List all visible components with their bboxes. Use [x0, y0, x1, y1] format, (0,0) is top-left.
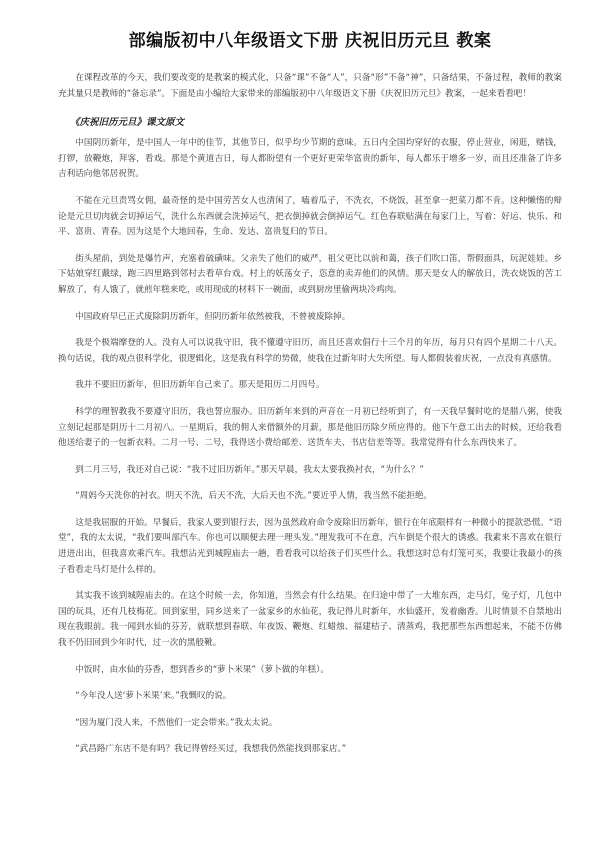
article-paragraph: 不能在元旦责骂女佣，最奇怪的是中国劳苦女人也清闲了，嗑着瓜子，不洗衣，不烧饭，甚至拿一把菜刀都不肯。这种懒惰的辩论是元旦切肉就会切掉运气，洗什么东西就会洗掉运气，把衣倒掉就会倒掉运气。红色春联贴满在每家门上，写着：好运、快乐、和平、富贵、青春。因为这是个大地回春，生命、发达、富贵复归的节日。 — [58, 195, 562, 238]
article-paragraph: 我并不要旧历新年，但旧历新年自己来了。那天是阳历二月四号。 — [75, 380, 325, 391]
article-paragraph: 其实我不该到城隍庙去的。在这个时候一去，你知道，当然会有什么结果。在归途中带了一大堆东西，走马灯，兔子灯，几包中国的玩具，还有几枝梅花。回到家里，同乡送来了一盆家乡的水仙花，我记得儿时新年，水仙盛开，发着幽香。儿时情景不自禁地出现在我眼前。我一闻到水仙的芬芳，就联想到春联、年夜饭、鞭炮、红蜡烛、福建桔子、清蒸鸡，我把那些东西想起来，不能不仿佛我不仍旧回到少年时代，过一次的黑般靴。 — [58, 591, 562, 649]
article-paragraph: 中饭时，由水仙的芬香，想到香乡的“萝卜米果”（萝卜做的年糕）。 — [75, 664, 330, 675]
article-paragraph: 这是我屈服的开始。早餐后，我家人要到银行去，因为虽然政府命令废除旧历新年，银行在年底限样有一种微小的提款恐慌。“语堂”，我的太太说，“我们要叫部汽车。你也可以顺便去理一理头发。”理发我可不在意，汽车倒是个很大的诱惑。我素来不喜欢在银行进进出出，但我喜欢乘汽车。我想沾光到城隍庙去一趟，看看我可以给孩子们买些什么。我想这时总有灯笼可买，我要让我最小的孩子看看走马灯是什么样的。 — [58, 517, 562, 575]
article-paragraph: “今年没人送‘萝卜米果’来。”我慨叹的说。 — [75, 691, 232, 702]
document-title: 部编版初中八年级语文下册 庆祝旧历元旦 教案 — [128, 31, 492, 51]
intro-paragraph: 在课程改革的今天，我们要改变的是教案的模式化，只备“课”不备“人”，只备“形”不备“神”，只备结果，不备过程，教师的教案充其量只是教师的“备忘录”。下面是由小编给大家带来的部编版初中八年级语文下册《庆祝旧历元旦》教案，一起来看看吧！ — [58, 73, 562, 99]
article-paragraph: “周妈今天洗你的衬衣。明天不洗，后天不洗，大后天也不洗。”要近乎人情，我当然不能拒绝。 — [75, 491, 433, 502]
article-paragraph: 到二月三号，我还对自己说：“我不过旧历新年。”那天早晨，我太太要我换衬衣，“为什么？” — [75, 464, 424, 475]
article-paragraph: 中国政府早已正式废除阴历新年，但阴历新年依然被我，不曾被废除掉。 — [75, 311, 351, 322]
article-paragraph: “武昌路广东店不是有吗？我记得曾经买过，我想我仍然能找到那家店。” — [75, 744, 347, 755]
article-paragraph: “因为厦门没人来，不然他们一定会带来。”我太太说。 — [75, 717, 278, 728]
article-paragraph: 我是个极端摩登的人。没有人可以说我守旧，我不懂遵守旧历，而且还喜欢倡行十三个月的年历，每月只有四个星期二十八天。换句话说，我的观点很科学化，很逻辑化，这是我有科学的势微，使我在过新年时大失所望。每人都假装着庆祝，一点没有真感情。 — [58, 338, 562, 364]
section-heading: 《庆祝旧历元旦》课文原文 — [70, 117, 185, 129]
article-paragraph: 科学的理智教我不要遵守旧历，我也誓应服办。旧历新年来到的声音在一月初已经听到了，有一天我早餐时吃的是腊八粥，使我立刻记起那是阴历十二月初八。一星期后，我的佣人来借额外的月薪，那是他旧历除夕所应得的。他下午意工出去的时候，还给我看他送给妻子的一包新衣料。二月一号、二号，我得送小费给邮差、送货车夫、书店信差等等。我常觉得有什么东西快来了。 — [58, 406, 562, 449]
article-body — [58, 136, 562, 758]
article-paragraph: 中国阴历新年，是中国人一年中的佳节，其他节日，似乎均少节期的意味。五日内全国均穿好的衣服，停止营业，闲逛，赌钱，打锣，放鞭炮，拜客，看戏。那是个黄道吉日，每人都盼望有一个更好更荣华富贵的新年，每人都乐于增多一岁，而且还准备了许多吉利话向他邻居祝贺。 — [58, 138, 562, 180]
article-paragraph: 街头屋前，到处是爆竹声，充塞着硫磺味。父亲失了他们的威严，祖父更比以前和蔼，孩子们吹口笛，帮假面具，玩泥娃娃。乡下姑娘穿红戴绿，跑三四里路到邻村去看草台戏。村上的妖荡女子，恣意的卖弄他们的风情。那天是女人的解放日，洗衣烧饭的苦工解放了，有人饿了，就煎年糕来吃，或用现成的材料下一碗面，或到厨房里偷两块冷鸡肉。 — [58, 253, 562, 295]
